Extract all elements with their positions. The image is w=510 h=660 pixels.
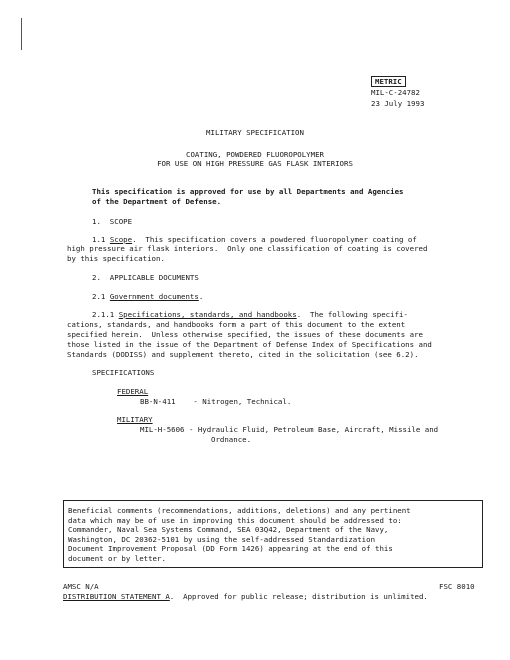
doc-number: MIL-C-24782 [371,88,420,97]
comments-notice-box [63,500,483,568]
section-2-1-1-number: 2.1.1 [92,310,119,319]
notice-line-2: data which may be of use in improving this document should be addressed to: [68,515,402,525]
federal-item: BB-N-411 - Nitrogen, Technical. [140,397,292,406]
military-label: MILITARY [117,415,153,424]
distribution-text: . Approved for public release; distribution is unlimited. [169,592,428,601]
section-2-1-1-line-3: specified herein. Unless otherwise specified, the issues of these documents are [67,330,423,339]
section-2-1-title: Government documents [109,292,199,301]
section-1-1-line-3: by this specification. [67,254,165,263]
spec-heading: MILITARY SPECIFICATION [206,128,304,137]
section-2-1-1-line-2: cations, standards, and handbooks form a part of this document to the extent [67,320,406,329]
section-1-1-line-2: high pressure air flask interiors. Only one classification of coating is covered [67,244,428,253]
military-item-line-1: MIL-H-5606 - Hydraulic Fluid, Petroleum Base, Aircraft, Missile and [140,425,439,434]
section-1-heading: 1. SCOPE [92,217,133,226]
section-1-1-line-1: . This specification covers a powdered fluoropolymer coating of [132,235,417,244]
notice-line-4: Washington, DC 20362-5101 by using the self-addressed Standardization [68,534,376,544]
section-2-1-number: 2.1 [92,292,110,301]
military-item-line-2: Ordnance. [211,435,252,444]
section-1-1-number: 1.1 [92,235,110,244]
notice-line-1: Beneficial comments (recommendations, additions, deletions) and any pertinent [68,506,411,515]
title-line-2: FOR USE ON HIGH PRESSURE GAS FLASK INTERIORS [157,159,353,168]
notice-line-3: Commander, Naval Sea Systems Command, SEA 03Q42, Department of the Navy, [68,525,389,535]
amsc-label: AMSC N/A [63,582,99,591]
notice-line-6: document or by letter. [68,553,166,563]
section-1-1-title: Scope [109,235,133,244]
margin-mark [21,18,22,50]
section-2-heading: 2. APPLICABLE DOCUMENTS [92,273,199,282]
section-2-1: 2.1 Government documents. [92,292,204,301]
distribution-label: DISTRIBUTION STATEMENT A [63,592,170,601]
section-2-1-1 [92,310,408,320]
section-2-1-1-line-4: those listed in the issue of the Department of Defense Index of Specifications and [67,340,432,349]
title-line-1: COATING, POWDERED FLUOROPOLYMER [186,150,324,159]
federal-label: FEDERAL [117,387,149,396]
section-2-1-1-title: Specifications, standards, and handbooks [118,310,297,319]
metric-label: METRIC [371,76,406,87]
section-2-1-1-line-1: . The following specifi- [296,310,408,319]
approval-line-1: This specification is approved for use by all Departments and Agencies [92,187,404,196]
specifications-heading: SPECIFICATIONS [92,368,155,377]
section-2-1-1-line-5: Standards (DODISS) and supplement thereto, cited in the solicitation (see 6.2). [67,350,419,359]
fsc-label: FSC 8010 [439,582,475,591]
doc-date: 23 July 1993 [371,99,425,108]
approval-line-2: of the Department of Defense. [92,197,222,206]
notice-line-5: Document Improvement Proposal (DD Form 1426) appearing at the end of this [68,544,393,554]
distribution-statement [63,592,428,602]
